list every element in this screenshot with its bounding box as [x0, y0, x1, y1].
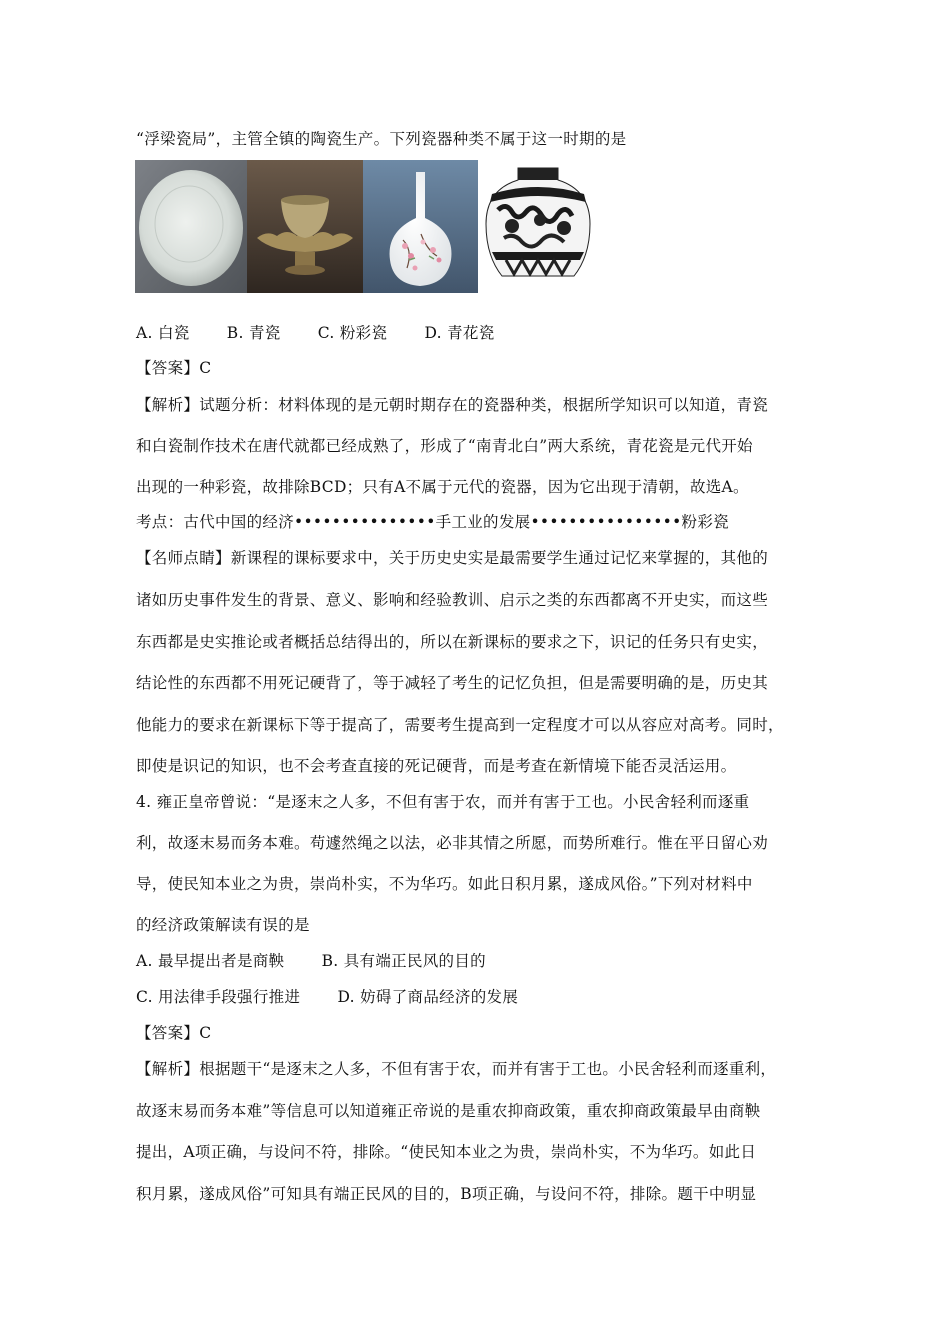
option-d: D. 青花瓷	[424, 324, 495, 342]
question4-stem-line: 导，使民知本业之为贵，崇尚朴实，不为华巧。如此日积月累，遂成风俗。”下列对材料中	[136, 875, 753, 893]
analysis-line: 【解析】试题分析：材料体现的是元朝时期存在的瓷器种类，根据所学知识可以知道，青瓷	[136, 396, 769, 414]
teacher-tip-line: 诸如历史事件发生的背景、意义、影响和经验教训、启示之类的东西都离不开史实，而这些	[136, 591, 769, 609]
question4-stem-line: 4. 雍正皇帝曾说：“是逐末之人多，不但有害于农，而并有害于工也。小民舍轻利而逐重	[136, 793, 750, 811]
question4-options-row2	[136, 985, 518, 1007]
teacher-tip-line: 东西都是史实推论或者概括总结得出的，所以在新课标的要求之下，识记的任务只有史实，	[136, 633, 769, 651]
white-porcelain-plate-image	[135, 160, 247, 293]
option-b: B. 具有端正民风的目的	[321, 952, 486, 970]
knowledge-point: 考点：古代中国的经济•••••••••••••••手工业的发展••••••••••••••••粉彩瓷	[136, 513, 729, 531]
answer: 【答案】C	[136, 1024, 212, 1042]
analysis-line: 积月累，遂成风俗”可知具有端正民风的目的，B项正确，与设问不符，排除。题干中明显	[136, 1185, 757, 1203]
teacher-tip-line: 他能力的要求在新课标下等于提高了，需要考生提高到一定程度才可以从容应对高考。同时，	[136, 716, 784, 734]
blue-and-white-jar-image	[478, 160, 598, 293]
option-d: D. 妨碍了商品经济的发展	[337, 988, 519, 1006]
famille-rose-vase-image	[363, 160, 478, 293]
teacher-tip-line: 即使是识记的知识，也不会考查直接的死记硬背，而是考查在新情境下能否灵活运用。	[136, 757, 737, 775]
answer: 【答案】C	[136, 359, 212, 377]
option-a: A. 最早提出者是商鞅	[136, 952, 285, 970]
analysis-line: 故逐末易而务本难”等信息可以知道雍正帝说的是重农抑商政策，重农抑商政策最早由商鞅	[136, 1102, 761, 1120]
option-a: A. 白瓷	[136, 324, 190, 342]
teacher-tip-line: 【名师点睛】新课程的课标要求中，关于历史史实是最需要学生通过记忆来掌握的，其他的	[136, 549, 769, 567]
option-b: B. 青瓷	[226, 324, 281, 342]
analysis-line: 和白瓷制作技术在唐代就都已经成熟了，形成了“南青北白”两大系统，青花瓷是元代开始	[136, 437, 753, 455]
question4-stem-line: 利，故逐末易而务本难。苟遽然绳之以法，必非其情之所愿，而势所难行。惟在平日留心劝	[136, 834, 769, 852]
option-c: C. 用法律手段强行推进	[136, 988, 301, 1006]
teacher-tip-line: 结论性的东西都不用死记硬背了，等于减轻了考生的记忆负担，但是需要明确的是，历史其	[136, 674, 769, 692]
question4-options-row1	[136, 949, 486, 971]
question-stem: “浮梁瓷局”，主管全镇的陶瓷生产。下列瓷器种类不属于这一时期的是	[136, 130, 627, 148]
question3-options	[136, 321, 495, 343]
option-c: C. 粉彩瓷	[317, 324, 388, 342]
question4-stem-line: 的经济政策解读有误的是	[136, 916, 310, 934]
analysis-line: 【解析】根据题干“是逐末之人多，不但有害于农，而并有害于工也。小民舍轻利而逐重利，	[136, 1060, 777, 1078]
analysis-line: 出现的一种彩瓷，故排除BCD；只有A不属于元代的瓷器，因为它出现于清朝，故选A。	[136, 478, 749, 496]
analysis-line: 提出，A项正确，与设问不符，排除。“使民知本业之为贵，崇尚朴实，不为华巧。如此日	[136, 1143, 757, 1161]
celadon-cup-image	[247, 160, 363, 293]
